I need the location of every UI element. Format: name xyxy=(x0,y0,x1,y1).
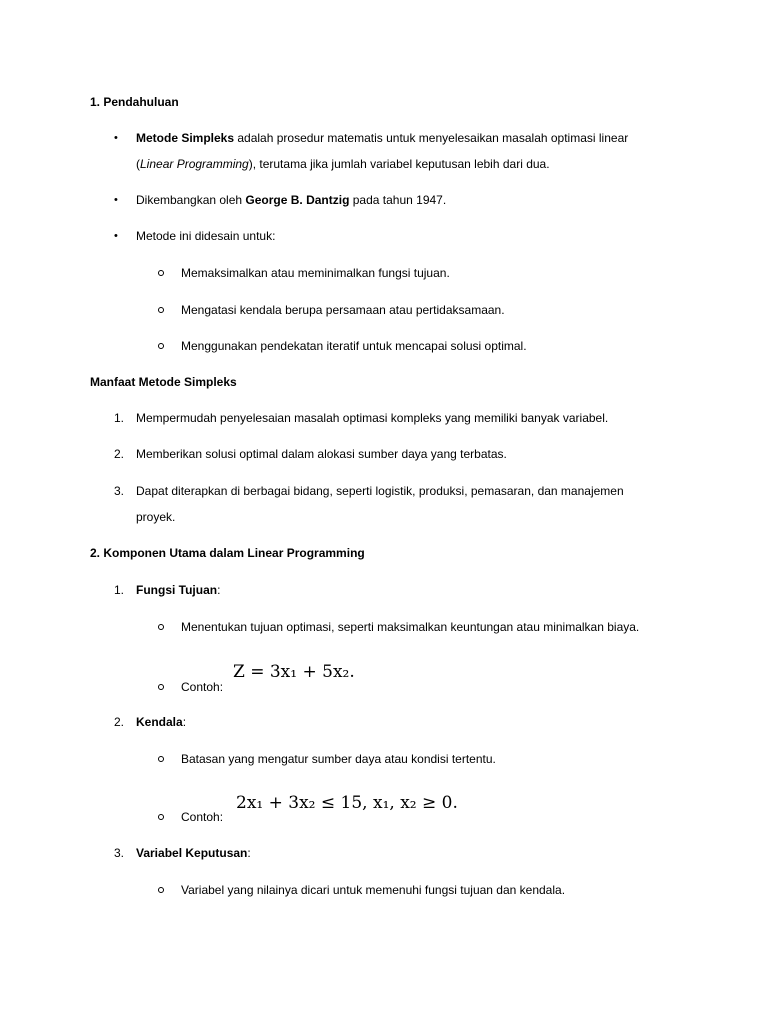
list-number: 3. xyxy=(114,484,125,498)
circle-bullet xyxy=(158,270,164,276)
sub-item-1: Memaksimalkan atau meminimalkan fungsi tujuan. xyxy=(181,266,450,280)
formula-constraint: 2x₁ + 3x₂ ≤ 15, x₁, x₂ ≥ 0. xyxy=(236,793,458,813)
kendala-desc: Batasan yang mengatur sumber daya atau kondisi tertentu. xyxy=(181,752,496,766)
benefits-heading: Manfaat Metode Simpleks xyxy=(90,375,237,389)
circle-bullet xyxy=(158,887,164,893)
name-dantzig: George B. Dantzig xyxy=(245,193,350,207)
bullet-1-text-cont: ), terutama jika jumlah variabel keputusan lebih dari dua. xyxy=(248,157,550,171)
component-kendala xyxy=(136,714,186,730)
benefit-item-3: Dapat diterapkan di berbagai bidang, seperti logistik, produksi, pemasaran, dan manajemen xyxy=(136,484,624,498)
section-2-heading: 2. Komponen Utama dalam Linear Programming xyxy=(90,546,365,560)
benefit-item-2: Memberikan solusi optimal dalam alokasi sumber daya yang terbatas. xyxy=(136,447,507,461)
bullet-2-pre: Dikembangkan oleh xyxy=(136,193,246,207)
component-fungsi-tujuan xyxy=(136,582,220,598)
component-title: Fungsi Tujuan xyxy=(136,583,218,597)
bullet-dot: • xyxy=(114,194,118,206)
colon: : xyxy=(247,846,251,860)
bullet-1-line-1 xyxy=(136,130,628,146)
circle-bullet xyxy=(158,684,164,690)
colon: : xyxy=(182,715,187,729)
list-number: 3. xyxy=(114,846,125,860)
example-label: Contoh: xyxy=(181,680,224,694)
benefit-item-1: Mempermudah penyelesaian masalah optimasi kompleks yang memiliki banyak variabel. xyxy=(136,411,609,425)
bullet-2 xyxy=(136,192,446,208)
fungsi-tujuan-desc: Menentukan tujuan optimasi, seperti maksimalkan keuntungan atau minimalkan biaya. xyxy=(181,620,640,634)
sub-item-3: Menggunakan pendekatan iteratif untuk mencapai solusi optimal. xyxy=(181,339,527,353)
section-1-heading: 1. Pendahuluan xyxy=(90,95,179,109)
colon: : xyxy=(217,583,221,597)
term-linear-programming: Linear Programming xyxy=(140,157,249,171)
component-title: Variabel Keputusan xyxy=(136,846,248,860)
circle-bullet xyxy=(158,307,164,313)
component-title: Kendala xyxy=(136,715,183,729)
formula-objective: Z = 3x₁ + 5x₂. xyxy=(233,662,355,682)
benefit-item-3-cont: proyek. xyxy=(136,510,176,524)
bullet-1-text: adalah prosedur matematis untuk menyelesaikan masalah optimasi linear xyxy=(234,131,629,145)
term-metode-simpleks: Metode Simpleks xyxy=(136,131,235,145)
bullet-dot: • xyxy=(114,132,118,144)
component-variabel-keputusan xyxy=(136,845,251,861)
circle-bullet xyxy=(158,343,164,349)
bullet-dot: • xyxy=(114,230,118,242)
list-number: 2. xyxy=(114,447,125,461)
bullet-2-post: pada tahun 1947. xyxy=(349,193,447,207)
circle-bullet xyxy=(158,756,164,762)
variabel-keputusan-desc: Variabel yang nilainya dicari untuk memenuhi fungsi tujuan dan kendala. xyxy=(181,883,566,897)
bullet-3: Metode ini didesain untuk: xyxy=(136,229,276,243)
sub-item-2: Mengatasi kendala berupa persamaan atau pertidaksamaan. xyxy=(181,303,505,317)
list-number: 2. xyxy=(114,715,125,729)
paren-open: ( xyxy=(136,157,140,171)
circle-bullet xyxy=(158,624,164,630)
example-label: Contoh: xyxy=(181,810,224,824)
list-number: 1. xyxy=(114,411,125,425)
circle-bullet xyxy=(158,814,164,820)
bullet-1-line-2 xyxy=(136,156,550,172)
list-number: 1. xyxy=(114,583,125,597)
